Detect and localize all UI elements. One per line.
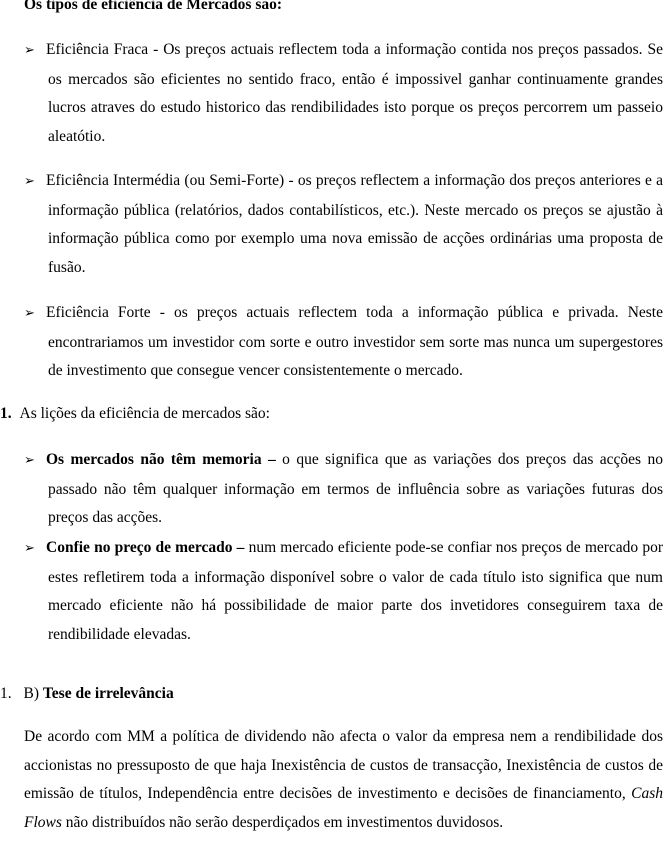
bullet-arrow-icon: ➢ (24, 306, 35, 321)
paragraph-text-2: não distribuídos não serão desperdiçados em investimentos duvidosos. (61, 813, 504, 831)
lesson-title: Confie no preço de mercado – (46, 539, 245, 556)
lesson-trust-market-price (24, 534, 663, 649)
section-heading: Os tipos de eficiência de Mercados são: (24, 0, 283, 13)
numbered-heading-irrelevance (0, 680, 639, 709)
lesson-text: o que significa que as variações dos preços das acções no passado não têm qualquer informação em termos de influência sobre as variações futuras dos preços das acções. (48, 451, 663, 527)
bullet-arrow-icon: ➢ (24, 174, 35, 189)
list-item-semi-strong-efficiency (24, 167, 663, 282)
section-title: Tese de irrelevância (42, 685, 174, 702)
lesson-text: num mercado eficiente pode-se confiar nos preços de mercado por estes refletirem toda a informação disponível sobre o valor de cada título isto significa que num mercado eficiente não há possibilidade de maior parte dos invetidores conseguirem taxa de rendibilidade elevadas. (48, 539, 663, 643)
list-item-text: Eficiência Forte - os preços actuais reflectem toda a informação pública e privada. Neste encontrariamos um investidor com sorte e outro investidor sem sorte mas nunca um supergestores de investimento que consegue vencer consistentemente o mercado. (46, 304, 663, 380)
paragraph-italic: Cash Flows (24, 785, 663, 831)
bullet-arrow-icon: ➢ (24, 541, 35, 556)
list-item-weak-efficiency (24, 36, 663, 151)
paragraph-text-1: De acordo com MM a política de dividendo não afecta o valor da empresa nem a rendibilidade dos accionistas no pressuposto de que haja Inexistência de custos de transacção, Inexistência de custos de emissão de títulos, Independência entre decisões de investimento e decisões de financiamento, (24, 728, 663, 803)
list-item-text: Eficiência Fraca - Os preços actuais reflectem toda a informação contida nos preços passados. Se os mercados são eficientes no sentido fraco, então é impossivel ganhar continuamente grandes lucros atraves do estudo historico das rendibilidades isto porque os preços percorrem um passeio aleatótio. (46, 41, 663, 145)
irrelevance-paragraph (24, 723, 663, 837)
section-number: 1. (0, 405, 12, 422)
list-item-strong-efficiency (24, 299, 663, 386)
bullet-arrow-icon: ➢ (24, 43, 35, 58)
section-prefix: B) (23, 685, 43, 702)
section-number: 1. (0, 685, 12, 702)
bullet-arrow-icon: ➢ (24, 453, 35, 468)
lesson-no-memory (24, 446, 663, 533)
lesson-title: Os mercados não têm memoria – (46, 451, 276, 468)
numbered-heading-lessons (0, 400, 639, 429)
list-item-text: Eficiência Intermédia (ou Semi-Forte) - os preços reflectem a informação dos preços anteriores e a informação pública (relatórios, dados contabilísticos, etc.). Neste mercado os preços se ajustão à informação pública como por exemplo uma nova emissão de acções ordinárias uma proposta de fusão. (46, 172, 663, 276)
section-text: As lições da eficiência de mercados são: (19, 405, 270, 422)
